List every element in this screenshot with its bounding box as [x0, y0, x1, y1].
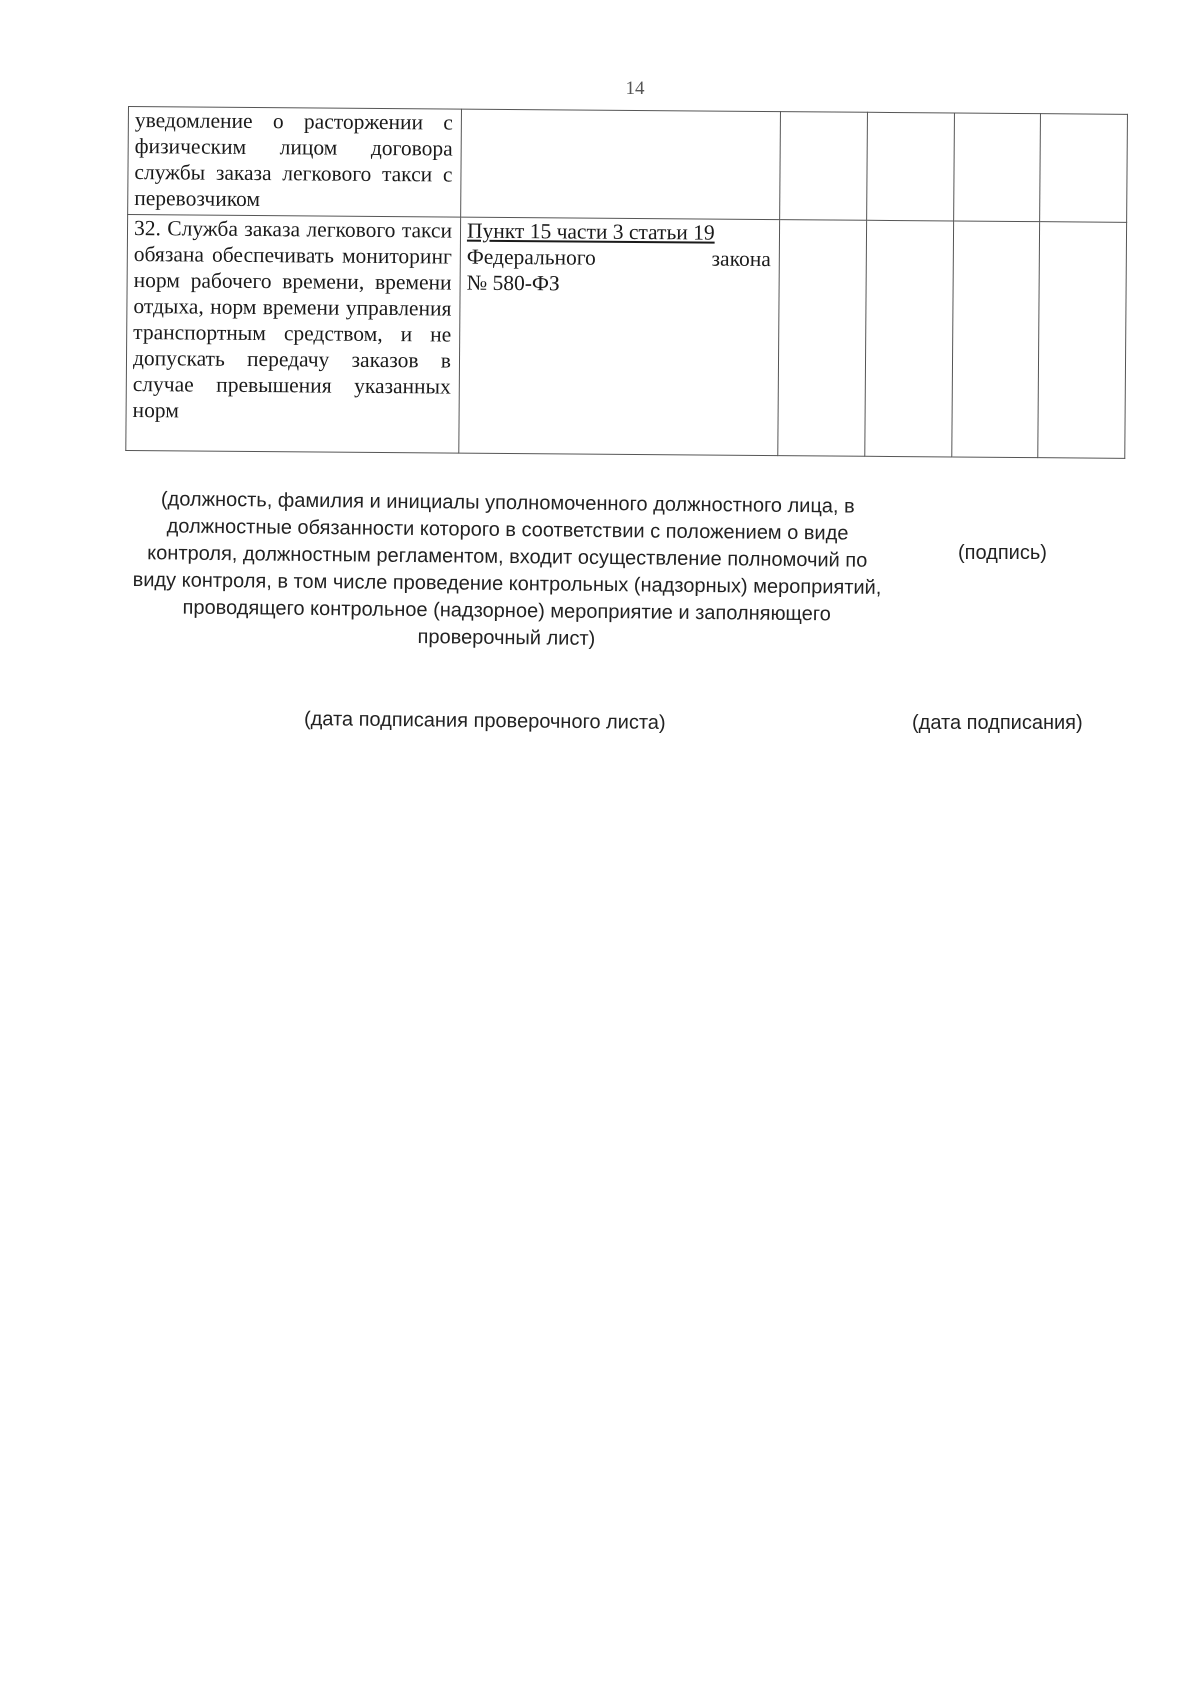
legal-basis-text: закона	[711, 246, 771, 272]
answer-no-cell	[866, 112, 954, 221]
checklist-table	[125, 106, 1128, 459]
requirement-cell	[128, 107, 462, 218]
legal-basis-cell	[459, 217, 780, 455]
legal-basis-link[interactable]: Пункт 15 части 3 статьи 19	[466, 218, 715, 245]
answer-yes-cell	[780, 112, 868, 221]
answer-no-cell	[865, 220, 954, 457]
table-row	[128, 107, 1128, 223]
checklist-date-caption: (дата подписания проверочного листа)	[303, 708, 666, 734]
legal-basis-text: № 580-ФЗ	[466, 270, 560, 296]
checklist-table-container	[125, 106, 1128, 459]
note-cell	[1040, 114, 1128, 223]
answer-na-cell	[951, 221, 1040, 458]
signing-date-caption: (дата подписания)	[912, 712, 1083, 734]
signature-caption: (подпись)	[958, 542, 1047, 564]
requirement-cell	[126, 215, 461, 454]
answer-na-cell	[953, 113, 1041, 222]
note-cell	[1038, 222, 1127, 459]
table-row	[126, 215, 1127, 459]
legal-basis-text: Федерального	[466, 244, 596, 270]
page-number: 14	[625, 78, 645, 99]
official-caption: (должность, фамилия и инициалы уполномоченного должностного лица, в должностные обязанности которого в соответствии с положением о виде контроля, должностным регламентом, входит осуществление полномочий по виду контроля, в том числе проведение контрольных (надзорных) мероприятий, проводящего контрольное (надзорное) мероприятие и заполняющего проверочный лист)	[132, 488, 882, 650]
requirement-text: уведомление о расторжении с физическим лицом договора службы заказа легкового такси с перевозчиком	[134, 108, 453, 212]
answer-yes-cell	[778, 220, 867, 457]
legal-basis-cell	[461, 109, 781, 220]
legal-basis-line	[467, 244, 771, 272]
requirement-text: 32. Служба заказа легкового такси обязана обеспечивать мониторинг норм рабочего времени, времени отдыха, норм времени управления транспортным средством, и не допускать передачу заказов в случае превышения указанных норм	[132, 216, 453, 423]
